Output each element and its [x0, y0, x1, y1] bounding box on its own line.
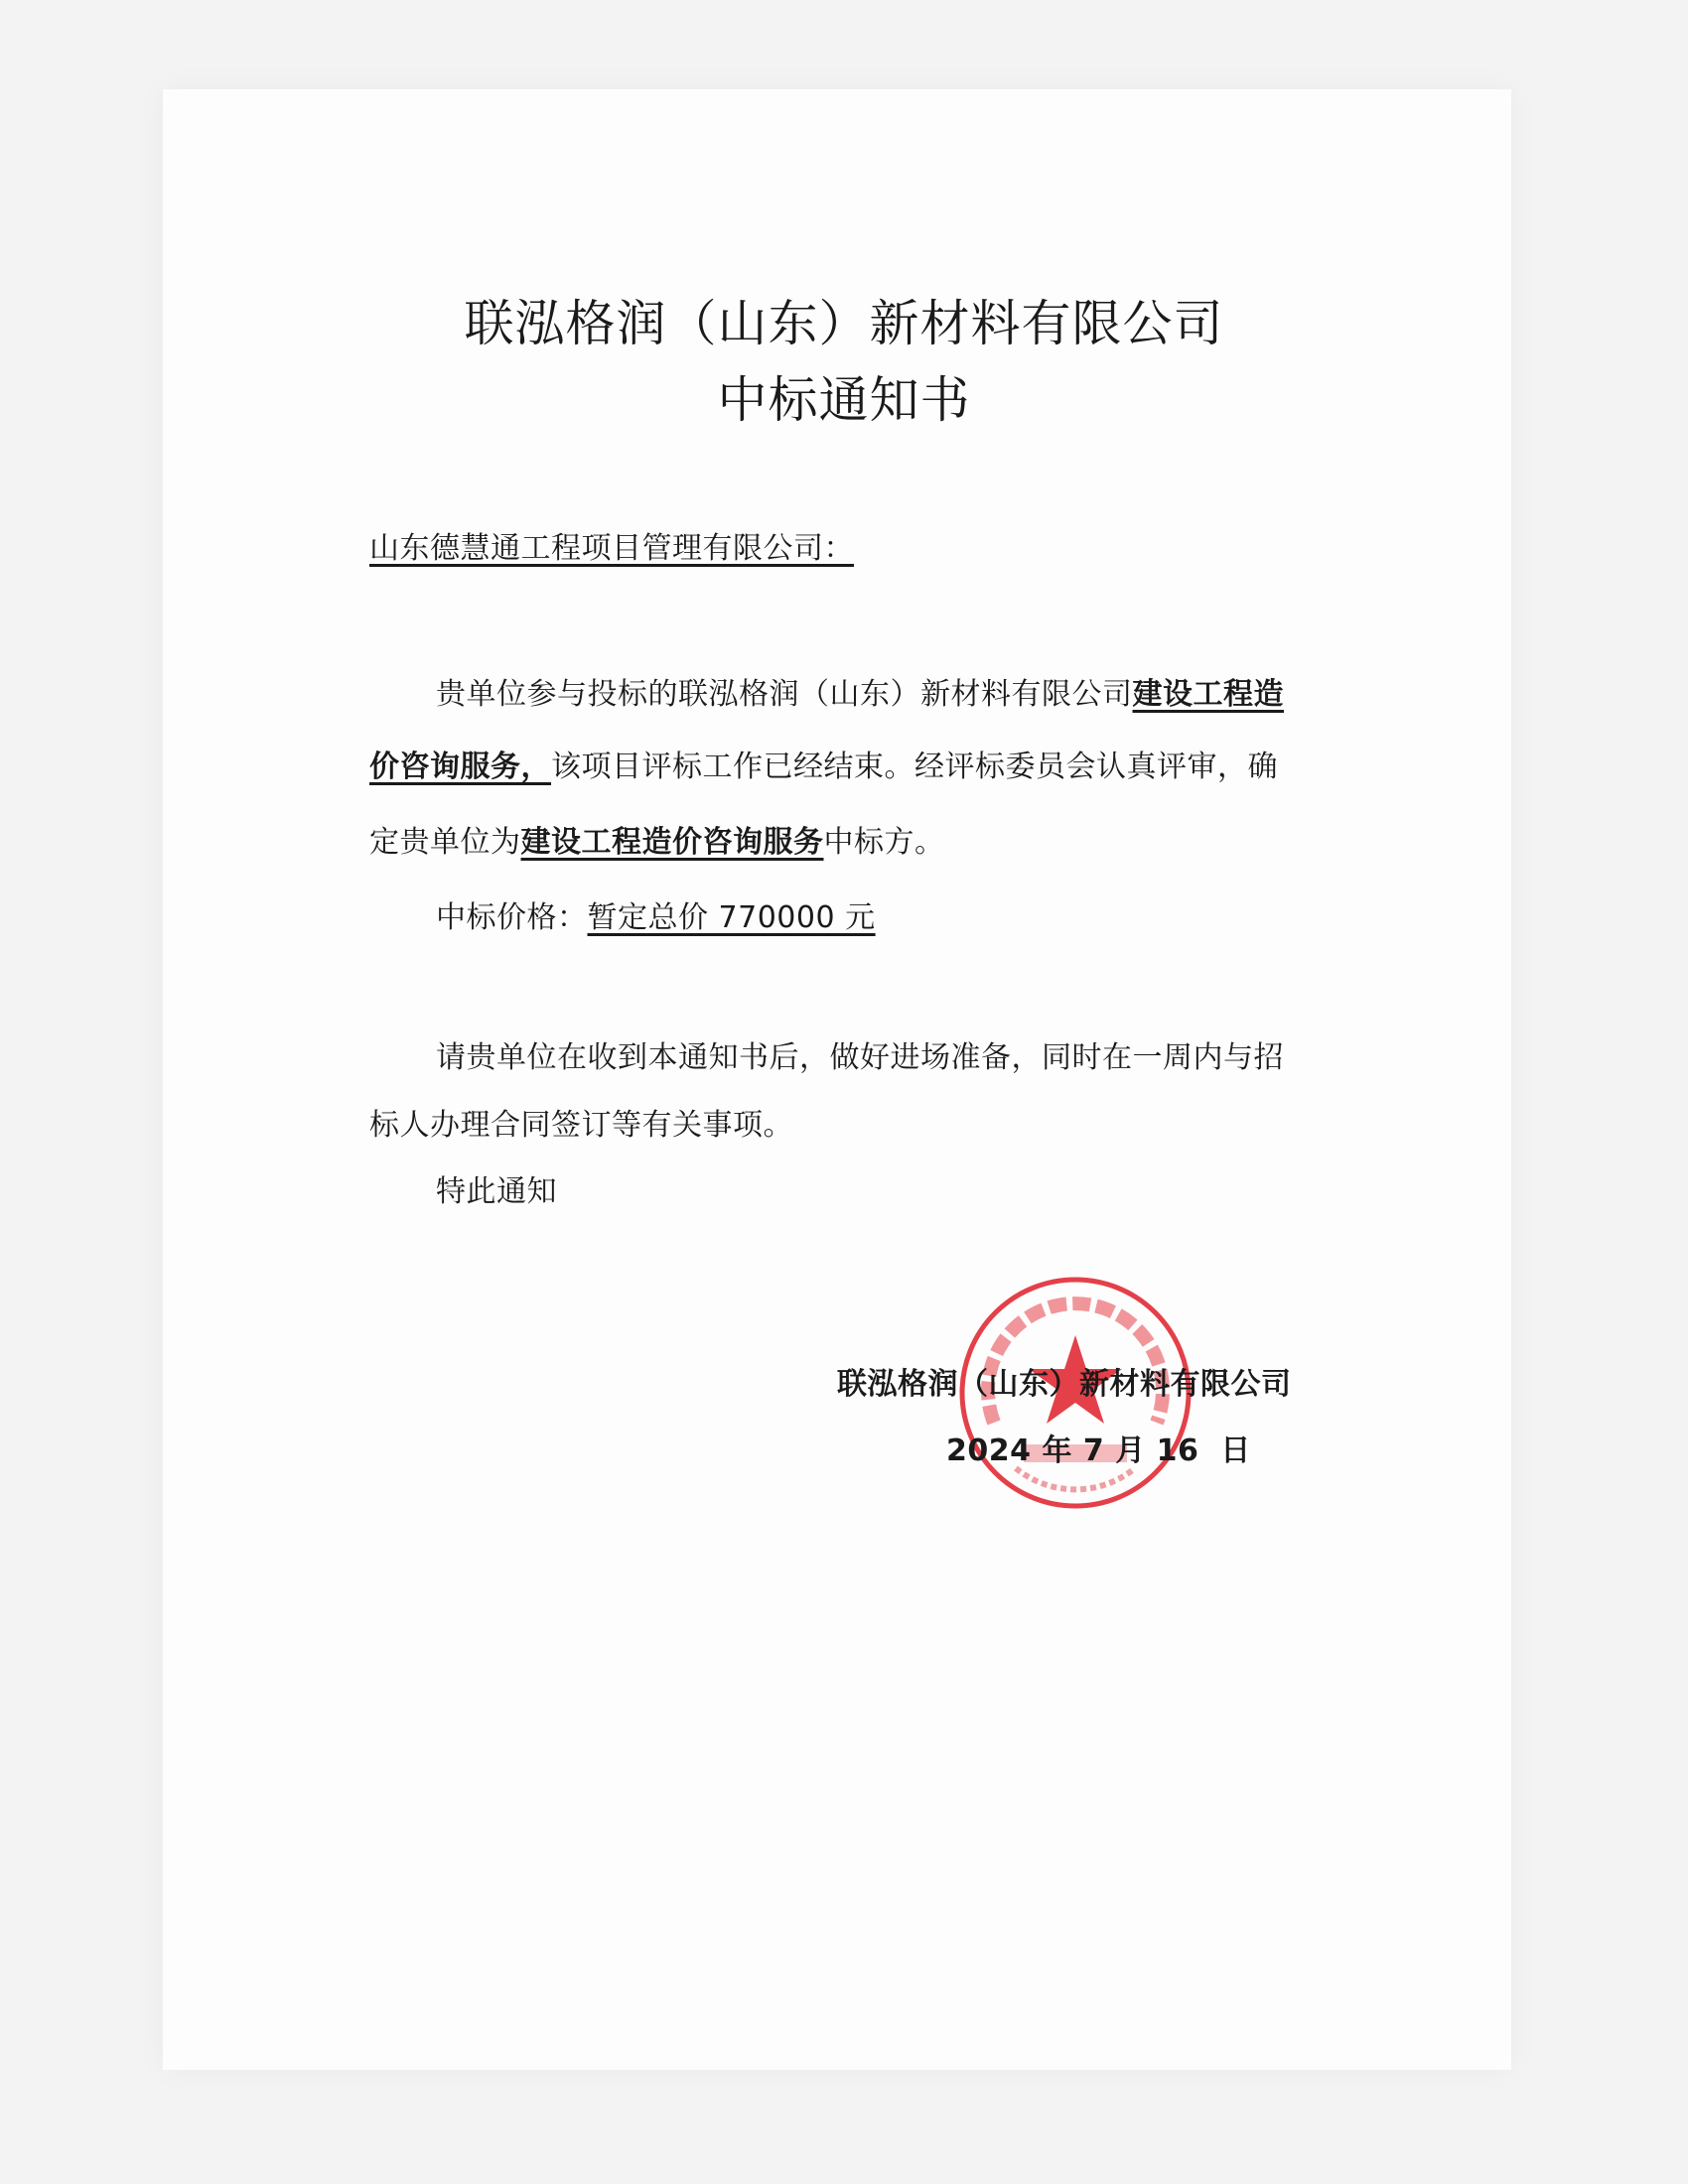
price-label: 中标价格： — [436, 900, 588, 935]
bid-price — [436, 900, 876, 936]
paragraph1-line3 — [369, 825, 945, 861]
paragraph2-line1: 请贵单位在收到本通知书后，做好进场准备，同时在一周内与招 — [436, 1040, 1284, 1075]
document-title-company: 联泓格润（山东）新材料有限公司 — [464, 295, 1224, 352]
service-name: 建设工程造 — [1132, 677, 1284, 712]
paragraph1-line1 — [436, 677, 1284, 713]
paragraph1-line2 — [369, 750, 1278, 785]
service-name: 建设工程造价咨询服务 — [520, 825, 824, 860]
signature-company: 联泓格润（山东）新材料有限公司 — [837, 1367, 1292, 1402]
text: 中标方。 — [823, 825, 945, 860]
closing: 特此通知 — [436, 1174, 557, 1209]
service-name: 价咨询服务， — [369, 750, 551, 784]
text: 定贵单位为 — [369, 825, 521, 860]
document-title: 中标通知书 — [717, 371, 971, 429]
price-value: 暂定总价 770000 元 — [587, 900, 876, 935]
signature-date: 2024 年 7 月 16 日 — [946, 1433, 1251, 1468]
addressee: 山东德慧通工程项目管理有限公司： — [369, 531, 854, 566]
text: 贵单位参与投标的联泓格润（山东）新材料有限公司 — [436, 677, 1133, 712]
text: 该项目评标工作已经结束。经评标委员会认真评审，确 — [551, 750, 1278, 784]
paragraph2-line2: 标人办理合同签订等有关事项。 — [369, 1108, 793, 1143]
